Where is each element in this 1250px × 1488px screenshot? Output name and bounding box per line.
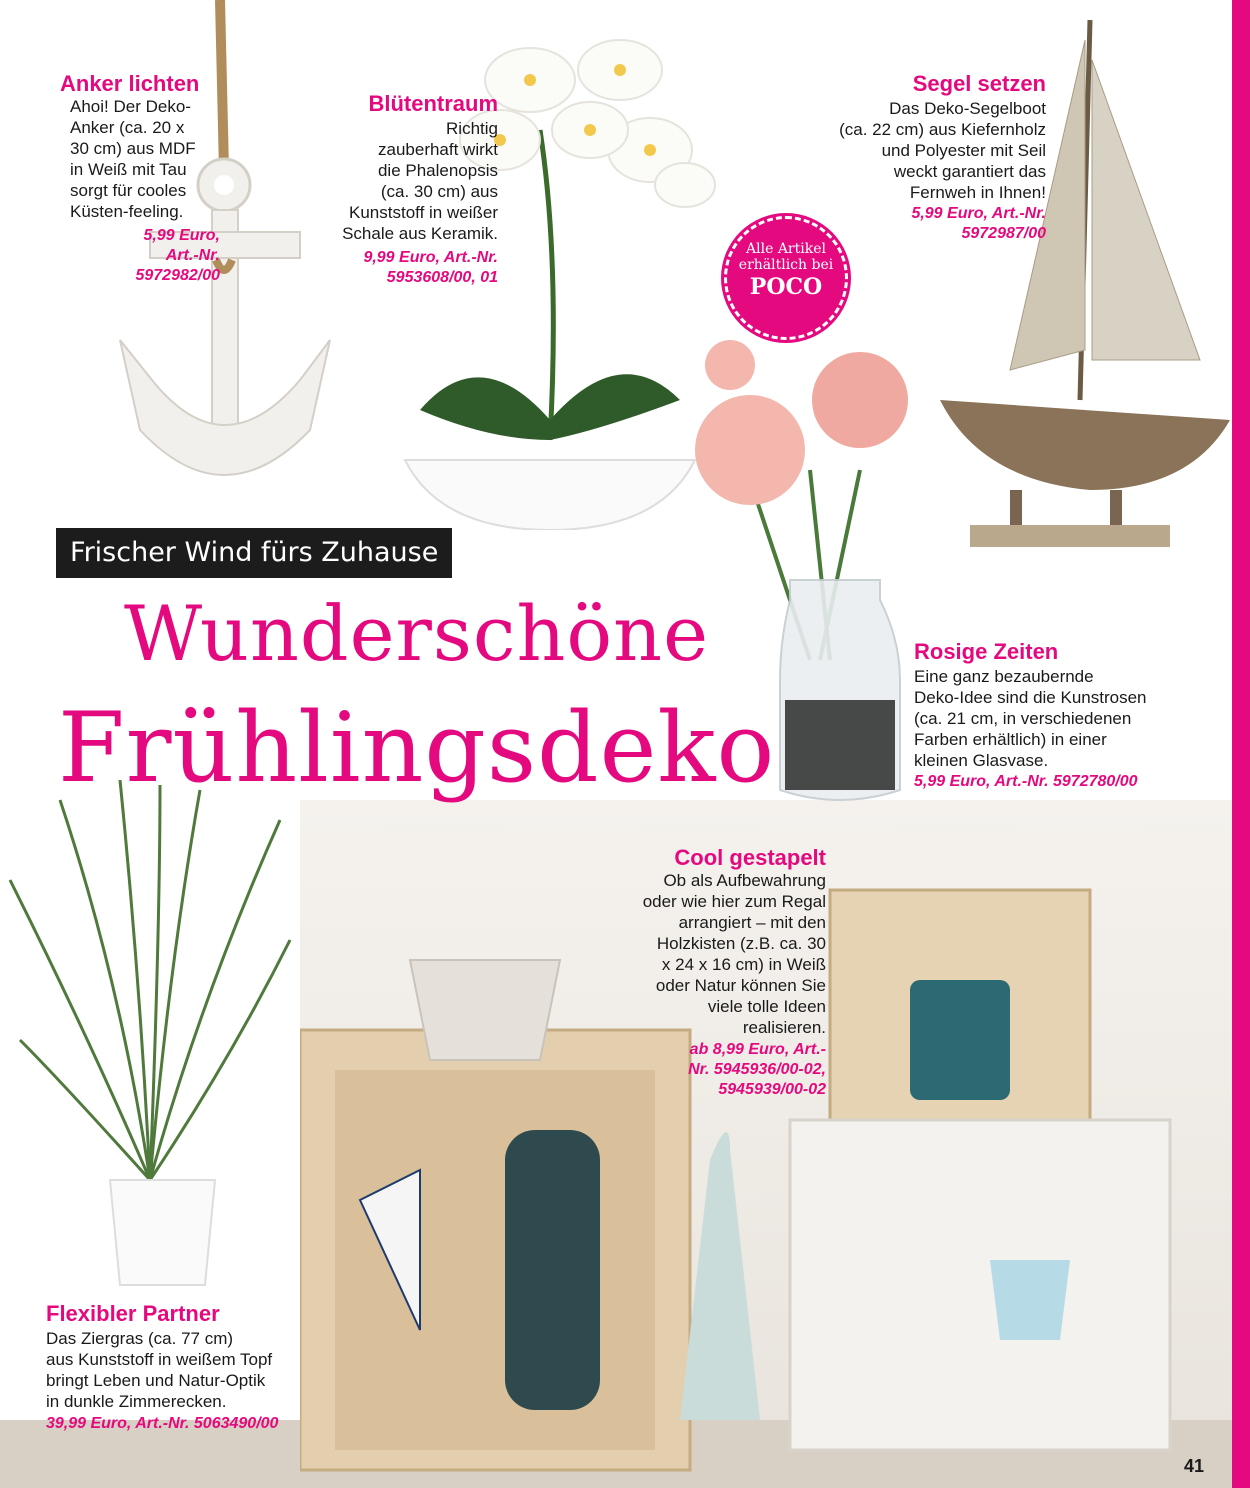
stamp-line-3: POCO — [749, 274, 823, 300]
sailboat-description: Das Deko-Segelboot (ca. 22 cm) aus Kiefernholz und Polyester mit Seil weckt garantiert das Fernweh in Ihnen! — [839, 99, 1046, 202]
sailboat-title: Segel setzen — [912, 71, 1046, 96]
headline-line-2: Frühlingsdeko — [58, 692, 776, 804]
orchid-title: Blütentraum — [368, 91, 498, 116]
crates-title: Cool gestapelt — [674, 845, 826, 870]
orchid-description: Richtig zauberhaft wirkt die Phalenopsis (ca. 30 cm) aus Kunststoff in weißer Schale aus Keramik. — [342, 119, 498, 243]
roses-price: 5,99 Euro, Art.-Nr. 5972780/00 — [914, 773, 1138, 790]
roses-title: Rosige Zeiten — [914, 639, 1059, 664]
section-banner: Frischer Wind fürs Zuhause — [56, 528, 452, 578]
orchid-price: 9,99 Euro, Art.-Nr. 5953608/00, 01 — [363, 249, 498, 286]
anchor-description: Ahoi! Der Deko- Anker (ca. 20 x 30 cm) aus MDF in Weiß mit Tau sorgt für cooles Küsten-feeling. — [70, 97, 196, 221]
crates-price: ab 8,99 Euro, Art.- Nr. 5945936/00-02, 5945939/00-02 — [688, 1041, 826, 1098]
stamp-line-1: Alle Artikel — [746, 241, 826, 257]
ornamental-grass-image — [0, 780, 300, 1300]
page-number: 41 — [1184, 1456, 1205, 1476]
page-edge-bar — [1232, 0, 1250, 1488]
headline-line-1: Wunderschöne — [124, 589, 710, 678]
grass-title: Flexibler Partner — [46, 1301, 220, 1326]
poco-stamp-badge — [724, 216, 848, 340]
anchor-price: 5,99 Euro, Art.-Nr. 5972982/00 — [135, 227, 220, 284]
grass-price: 39,99 Euro, Art.-Nr. 5063490/00 — [46, 1415, 279, 1432]
grass-description: Das Ziergras (ca. 77 cm) aus Kunststoff in weißem Topf bringt Leben und Natur-Optik in dunkle Zimmerecken. — [46, 1329, 273, 1411]
anchor-title: Anker lichten — [60, 71, 200, 96]
stamp-line-2: erhältlich bei — [738, 257, 834, 273]
crates-description: Ob als Aufbewahrung oder wie hier zum Regal arrangiert – mit den Holzkisten (z.B. ca. 30 x 24 x 16 cm) in Weiß oder Natur können Sie viele tolle Ideen realisieren. — [642, 871, 826, 1037]
roses-description: Eine ganz bezaubernde Deko-Idee sind die Kunstrosen (ca. 21 cm, in verschiedenen Farben erhältlich) in einer kleinen Glasvase. — [914, 667, 1147, 770]
sailboat-price: 5,99 Euro, Art.-Nr. 5972987/00 — [911, 205, 1046, 242]
